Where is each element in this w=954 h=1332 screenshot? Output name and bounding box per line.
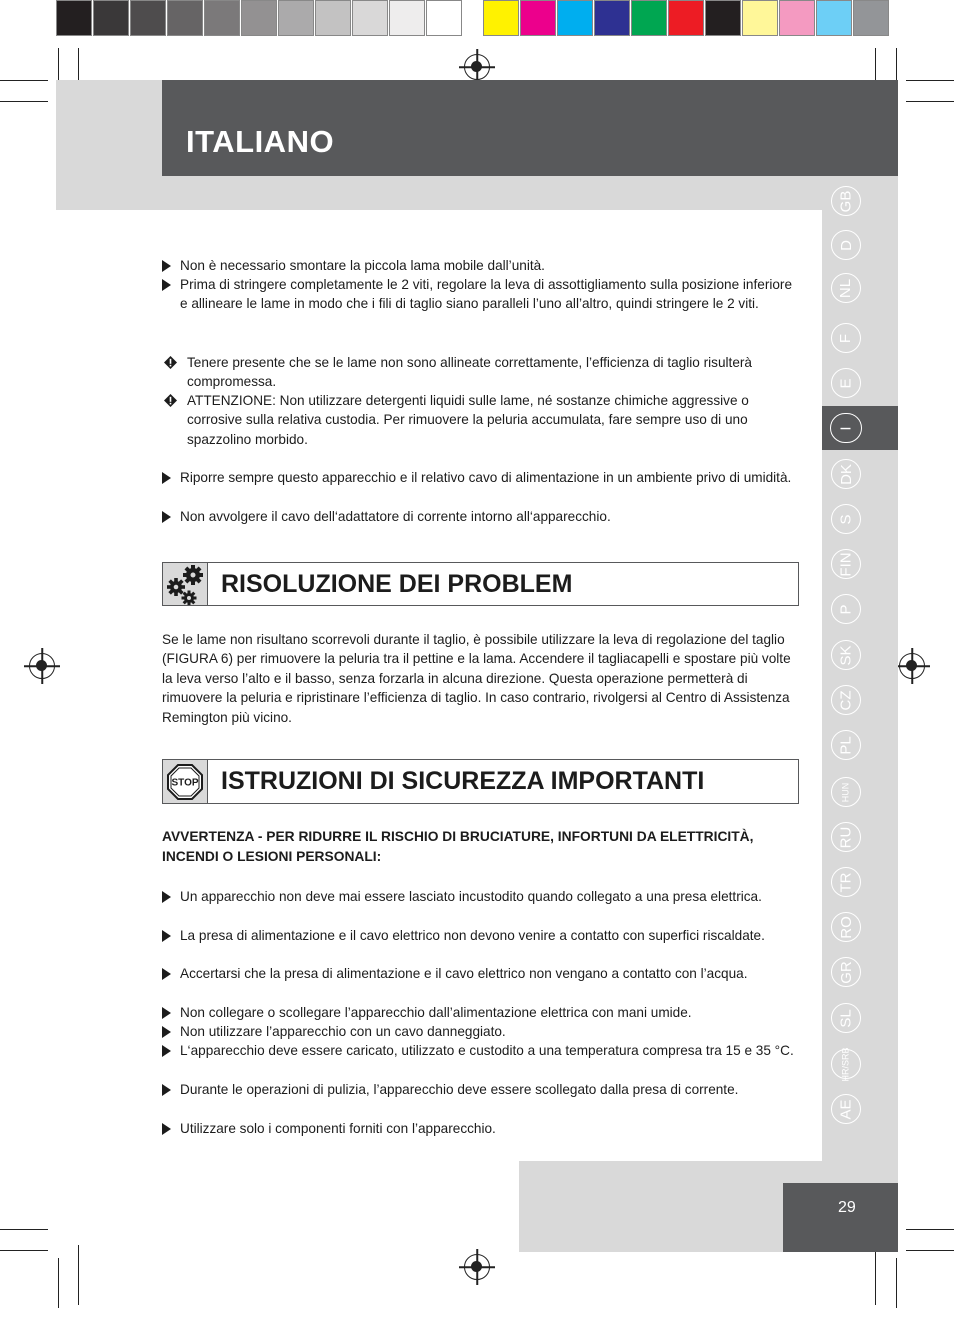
lang-tab-fin[interactable] bbox=[831, 549, 861, 579]
warning-text: ATTENZIONE: Non utilizzare detergenti liquidi sulle lame, né sostanze chimiche aggressive o corrosive sulla relativa custodia. Per rimuovere la peluria accumulata, fare sempre uso di uno spazzolino morbido. bbox=[187, 393, 749, 447]
bullet-text: Durante le operazioni di pulizia, l’apparecchio deve essere scollegato dalla presa di corrente. bbox=[180, 1082, 739, 1097]
bullet-text: Un apparecchio non deve mai essere lasciato incustodito quando collegato a una presa elettrica. bbox=[180, 889, 762, 904]
bullet-text: Non avvolgere il cavo dell‘adattatore di corrente intorno all‘apparecchio. bbox=[180, 509, 611, 524]
list-item bbox=[162, 964, 802, 983]
lang-tab-cz[interactable] bbox=[831, 685, 861, 715]
swatch bbox=[742, 0, 778, 36]
stop-sign-icon bbox=[163, 760, 207, 803]
swatch bbox=[594, 0, 630, 36]
lang-tab-pl[interactable] bbox=[831, 730, 861, 760]
warning-item bbox=[162, 391, 802, 449]
list-item bbox=[162, 1022, 802, 1041]
crop-mark bbox=[906, 1229, 954, 1230]
swatch bbox=[167, 0, 203, 36]
bullet-arrow-icon bbox=[162, 260, 171, 272]
lang-tab-gr[interactable] bbox=[831, 957, 861, 987]
crop-mark bbox=[0, 1250, 48, 1251]
lang-tab-sk[interactable] bbox=[831, 640, 861, 670]
list-item bbox=[162, 1003, 802, 1022]
bullet-text: Riporre sempre questo apparecchio e il relativo cavo di alimentazione in un ambiente privo di umidità. bbox=[180, 470, 792, 485]
swatch bbox=[426, 0, 462, 36]
warning-diamond-icon bbox=[164, 356, 177, 369]
lang-label: HUN bbox=[840, 782, 851, 802]
lang-label: F bbox=[837, 333, 855, 343]
lang-pill bbox=[830, 413, 862, 443]
page-title: ITALIANO bbox=[186, 124, 335, 159]
swatch bbox=[705, 0, 741, 36]
section-title: RISOLUZIONE DEI PROBLEM bbox=[221, 570, 573, 598]
swatch bbox=[56, 0, 92, 36]
lang-label: AE bbox=[837, 1098, 855, 1120]
swatch bbox=[389, 0, 425, 36]
crop-mark bbox=[875, 1245, 876, 1305]
list-item bbox=[162, 926, 802, 945]
swatch bbox=[315, 0, 351, 36]
swatch bbox=[853, 0, 889, 36]
registration-mark-icon bbox=[29, 653, 55, 679]
warning-diamond-icon bbox=[164, 394, 177, 407]
lang-label: D bbox=[837, 239, 855, 251]
list-item bbox=[162, 468, 802, 487]
lang-tab-hr-srb[interactable] bbox=[831, 1046, 861, 1082]
bullet-text: La presa di alimentazione e il cavo elettrico non devono venire a contatto con superfici riscaldate. bbox=[180, 928, 765, 943]
swatch bbox=[93, 0, 129, 36]
lang-tab-s[interactable] bbox=[831, 504, 861, 534]
lang-label: RU bbox=[837, 826, 855, 848]
lang-label: DK bbox=[837, 463, 855, 485]
lang-tab-p[interactable] bbox=[831, 594, 861, 624]
lang-label: RO bbox=[837, 915, 855, 939]
lang-tab-f[interactable] bbox=[831, 323, 861, 353]
lang-label: GB bbox=[837, 190, 855, 212]
crop-mark bbox=[896, 1258, 897, 1308]
lang-label: SK bbox=[837, 644, 855, 666]
bullet-arrow-icon bbox=[162, 891, 171, 903]
crop-mark bbox=[906, 80, 954, 81]
swatch bbox=[483, 0, 519, 36]
warning-text: Tenere presente che se le lame non sono allineate correttamente, l’efficienza di taglio risulterà compromessa. bbox=[187, 355, 752, 390]
warning-item bbox=[162, 353, 802, 392]
crop-mark bbox=[78, 1245, 79, 1305]
bullet-text: Non è necessario smontare la piccola lama mobile dall’unità. bbox=[180, 258, 545, 273]
bullet-text: Accertarsi che la presa di alimentazione e il cavo elettrico non vengano a contatto con l’acqua. bbox=[180, 966, 748, 981]
lang-tab-ru[interactable] bbox=[831, 822, 861, 852]
lang-label: E bbox=[837, 377, 855, 389]
list-item bbox=[162, 1119, 802, 1138]
lang-tab-i-active[interactable] bbox=[822, 406, 898, 450]
lang-label: HR/SRB bbox=[840, 1046, 851, 1082]
list-item bbox=[162, 1080, 802, 1099]
section-header-safety bbox=[162, 759, 799, 804]
color-calibration-bar-cmyk bbox=[483, 0, 890, 40]
bullet-text: Non collegare o scollegare l’apparecchio dall’alimentazione elettrica con mani umide. bbox=[180, 1005, 692, 1020]
lang-tab-gb[interactable] bbox=[831, 186, 861, 216]
list-item bbox=[162, 887, 802, 906]
lang-tab-e[interactable] bbox=[831, 368, 861, 398]
gears-icon bbox=[163, 563, 207, 605]
color-calibration-bar-gray bbox=[56, 0, 463, 40]
registration-mark-icon bbox=[464, 54, 490, 80]
swatch bbox=[779, 0, 815, 36]
swatch bbox=[352, 0, 388, 36]
swatch bbox=[668, 0, 704, 36]
swatch bbox=[278, 0, 314, 36]
lang-tab-d[interactable] bbox=[831, 230, 861, 260]
lang-tab-hun[interactable] bbox=[831, 777, 861, 807]
swatch bbox=[816, 0, 852, 36]
lang-label: TR bbox=[837, 872, 855, 892]
lang-label: CZ bbox=[837, 690, 855, 710]
section-icon-cell bbox=[163, 563, 208, 605]
swatch bbox=[130, 0, 166, 36]
lang-tab-ae[interactable] bbox=[831, 1094, 861, 1124]
lang-label: PL bbox=[837, 735, 855, 755]
list-item bbox=[162, 1041, 802, 1060]
bullet-text: Utilizzare solo i componenti forniti con l’apparecchio. bbox=[180, 1121, 496, 1136]
section-header-troubleshooting bbox=[162, 562, 799, 606]
crop-mark bbox=[0, 80, 48, 81]
list-item bbox=[162, 275, 802, 314]
bullet-arrow-icon bbox=[162, 1026, 171, 1038]
page-number-box bbox=[783, 1183, 898, 1252]
lang-label: SL bbox=[837, 1008, 855, 1028]
lang-tab-dk[interactable] bbox=[831, 459, 861, 489]
lang-label: S bbox=[837, 513, 855, 525]
crop-mark bbox=[906, 101, 954, 102]
list-item bbox=[162, 507, 802, 526]
crop-mark bbox=[0, 101, 48, 102]
section-icon-cell bbox=[163, 760, 208, 803]
crop-mark bbox=[58, 1258, 59, 1308]
bullet-arrow-icon bbox=[162, 930, 171, 942]
lang-label: P bbox=[837, 603, 855, 615]
section-title: ISTRUZIONI DI SICUREZZA IMPORTANTI bbox=[221, 767, 705, 795]
lang-tab-tr[interactable] bbox=[831, 867, 861, 897]
swatch bbox=[204, 0, 240, 36]
swatch bbox=[241, 0, 277, 36]
list-item bbox=[162, 256, 802, 275]
bullet-arrow-icon bbox=[162, 279, 171, 291]
crop-mark bbox=[0, 1229, 48, 1230]
swatch bbox=[520, 0, 556, 36]
lang-label: I bbox=[837, 425, 855, 431]
bullet-arrow-icon bbox=[162, 1007, 171, 1019]
bullet-arrow-icon bbox=[162, 1123, 171, 1135]
page-number: 29 bbox=[838, 1199, 856, 1216]
safety-warning-heading: AVVERTENZA - PER RIDURRE IL RISCHIO DI BRUCIATURE, INFORTUNI DA ELETTRICITÀ, INCENDI O LESIONI PERSONALI: bbox=[162, 829, 754, 864]
lang-label: NL bbox=[837, 278, 855, 298]
swatch bbox=[557, 0, 593, 36]
lang-tab-nl[interactable] bbox=[831, 273, 861, 303]
bullet-text: L‘apparecchio deve essere caricato, utilizzato e custodito a una temperatura compresa tra 15 e 35 °C. bbox=[180, 1043, 794, 1058]
bullet-arrow-icon bbox=[162, 1084, 171, 1096]
registration-mark-icon bbox=[464, 1254, 490, 1280]
swatch bbox=[631, 0, 667, 36]
bullet-arrow-icon bbox=[162, 1045, 171, 1057]
lang-label: FIN bbox=[837, 551, 855, 577]
bullet-text: Non utilizzare l’apparecchio con un cavo danneggiato. bbox=[180, 1024, 506, 1039]
bullet-text: Prima di stringere completamente le 2 viti, regolare la leva di assottigliamento sulla posizione inferiore e allineare le lame in modo che i fili di taglio siano paralleli l’uno all’altro, quindi stringere le 2 viti. bbox=[180, 277, 793, 312]
bullet-arrow-icon bbox=[162, 968, 171, 980]
registration-mark-icon bbox=[899, 653, 925, 679]
lang-tab-ro[interactable] bbox=[831, 912, 861, 942]
stop-label: STOP bbox=[171, 777, 199, 789]
troubleshooting-paragraph: Se le lame non risultano scorrevoli durante il taglio, è possibile utilizzare la leva di regolazione del taglio (FIGURA 6) per rimuovere la peluria tra il pettine e la lama. Accendere il tagliacapelli e spostare più volte la leva verso l’alto e il basso, senza forzarla in alcuna direzione. Questa operazione permetterà di rimuovere la peluria e ripristinare l’efficienza di taglio. In caso contrario, rivolgersi al Centro di Assistenza Remington più vicino. bbox=[162, 632, 791, 725]
crop-mark bbox=[906, 1250, 954, 1251]
lang-label: GR bbox=[837, 960, 855, 984]
bullet-arrow-icon bbox=[162, 511, 171, 523]
lang-tab-sl[interactable] bbox=[831, 1003, 861, 1033]
bullet-arrow-icon bbox=[162, 472, 171, 484]
